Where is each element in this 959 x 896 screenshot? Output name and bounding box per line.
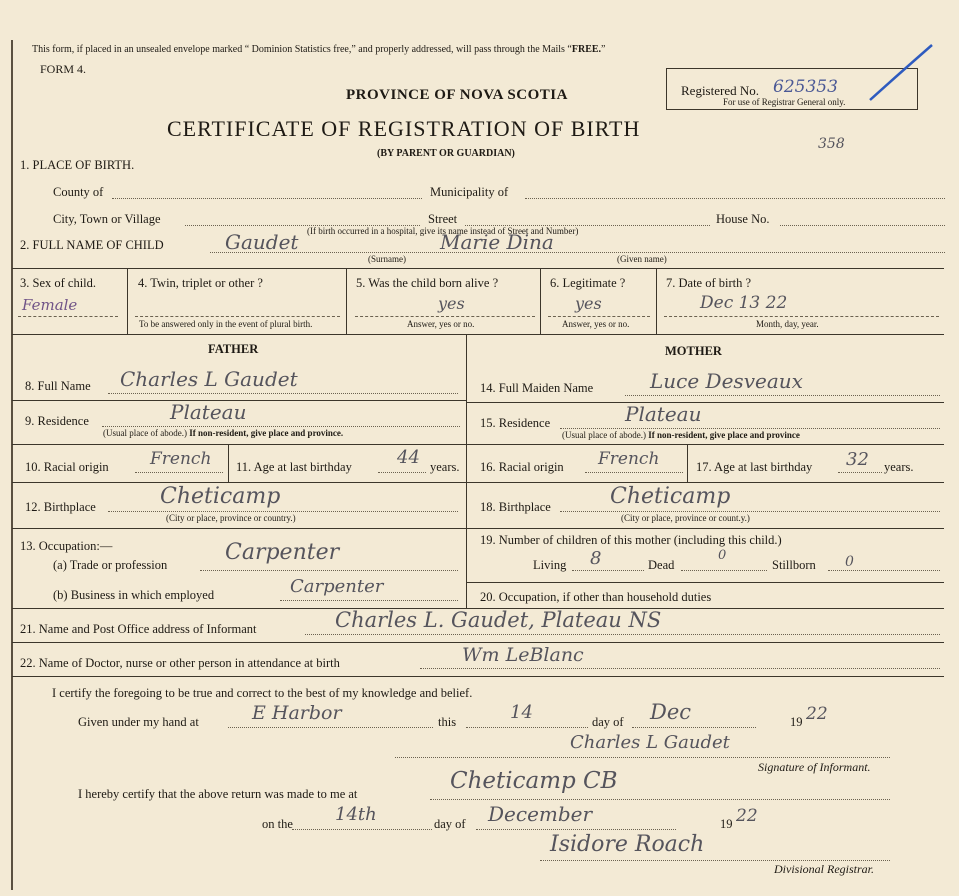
alive-line: [355, 316, 535, 317]
given-place-line: [228, 727, 433, 728]
place-of-birth-label: 1. PLACE OF BIRTH.: [20, 158, 135, 172]
mother-birthplace-label: 18. Birthplace: [480, 500, 551, 514]
child-name-line: [210, 252, 945, 253]
father-occupation-label: 13. Occupation:—: [20, 539, 113, 553]
informant-signature-line: [395, 757, 890, 758]
father-racial-label: 10. Racial origin: [25, 460, 109, 474]
mother-age-divider: [687, 444, 688, 482]
mother-heading: MOTHER: [665, 344, 722, 358]
this-day-value: 14: [510, 702, 533, 723]
informant-label: 21. Name and Post Office address of Informant: [20, 622, 257, 636]
certify-year-prefix: 19: [790, 715, 803, 729]
row19-border: [466, 582, 944, 583]
informant-line: [305, 634, 940, 635]
registrar-text: I hereby certify that the above return was made to me at: [78, 787, 358, 801]
registrar-day-value: 14th: [335, 804, 377, 825]
mother-birthplace-note: (City or place, province or count.y.): [621, 513, 750, 523]
father-name-value: Charles L Gaudet: [120, 367, 298, 391]
dead-line: [681, 570, 767, 571]
mother-birthplace-line: [560, 511, 940, 512]
mother-racial-line: [585, 472, 683, 473]
living-label: Living: [533, 558, 567, 572]
father-business-line: [280, 600, 458, 601]
father-residence-value: Plateau: [170, 400, 247, 424]
father-birthplace-note: (City or place, province or country.): [166, 513, 296, 523]
mother-residence-line: [560, 428, 940, 429]
row9-border: [12, 444, 944, 445]
father-residence-line: [102, 426, 460, 427]
alive-note: Answer, yes or no.: [407, 319, 475, 329]
row3-top-border: [12, 268, 944, 269]
house-label: House No.: [716, 212, 770, 226]
mother-occupation-label: 20. Occupation, if other than household duties: [480, 590, 712, 604]
registrar-year-prefix: 19: [720, 817, 733, 831]
certificate-title: CERTIFICATE OF REGISTRATION OF BIRTH: [167, 116, 641, 141]
house-line: [780, 225, 945, 226]
hospital-note: (If birth occurred in a hospital, give its name instead of Street and Number): [307, 226, 579, 236]
left-border: [11, 40, 13, 890]
row3-divider-1: [127, 268, 128, 334]
mother-age-label: 17. Age at last birthday: [696, 460, 813, 474]
this-day-line: [466, 727, 588, 728]
row21-border: [12, 642, 944, 643]
child-given-value: Marie Dina: [440, 230, 554, 254]
informant-signature: Charles L Gaudet: [570, 732, 730, 753]
dob-line: [664, 316, 939, 317]
father-trade-line: [200, 570, 458, 571]
father-age-divider: [228, 444, 229, 482]
registrar-dayof-label: day of: [434, 817, 466, 831]
row22-border: [12, 676, 944, 677]
mother-residence-note: (Usual place of abode.) If non-resident, give place and province: [562, 430, 800, 440]
registrar-year-value: 22: [736, 806, 758, 826]
county-label: County of: [53, 185, 104, 199]
province-title: PROVINCE OF NOVA SCOTIA: [346, 87, 568, 103]
stillborn-value: 0: [845, 554, 854, 570]
street-label: Street: [428, 212, 458, 226]
mother-racial-value: French: [598, 449, 660, 469]
mail-notice: This form, if placed in an unsealed envelope marked “ Dominion Statistics free,” and properly addressed, will pass through the Mails “FREE.”: [32, 44, 606, 55]
certify-month-value: Dec: [650, 700, 692, 724]
dob-label: 7. Date of birth ?: [666, 276, 752, 290]
father-trade-label: (a) Trade or profession: [53, 558, 168, 572]
given-place-value: E Harbor: [252, 702, 342, 724]
registrar-place-value: Cheticamp CB: [450, 768, 618, 794]
municipality-label: Municipality of: [430, 185, 509, 199]
row3-divider-3: [540, 268, 541, 334]
corner-mark: 358: [818, 136, 845, 152]
registrar-month-line: [476, 829, 676, 830]
legitimate-line: [548, 316, 650, 317]
registrar-signature-line: [540, 860, 890, 861]
registrar-place-line: [430, 799, 890, 800]
father-racial-value: French: [150, 449, 212, 469]
registered-label: Registered No.: [681, 83, 759, 98]
sex-line: [18, 316, 118, 317]
registrar-note: For use of Registrar General only.: [723, 97, 846, 107]
sex-label: 3. Sex of child.: [20, 276, 97, 290]
registrar-month-value: December: [488, 802, 593, 826]
dob-value: Dec 13 22: [700, 293, 788, 313]
certify-text: I certify the foregoing to be true and correct to the best of my knowledge and belief.: [52, 686, 473, 700]
child-surname-value: Gaudet: [225, 230, 299, 254]
form-number: FORM 4.: [40, 62, 87, 76]
registrar-signature: Isidore Roach: [550, 832, 705, 857]
doctor-value: Wm LeBlanc: [462, 644, 584, 666]
mother-racial-label: 16. Racial origin: [480, 460, 564, 474]
row3-divider-2: [346, 268, 347, 334]
mother-row14-border: [466, 402, 944, 403]
father-age-value: 44: [397, 447, 420, 468]
dob-note: Month, day, year.: [756, 319, 819, 329]
mother-residence-label: 15. Residence: [480, 416, 551, 430]
blue-check-mark: [862, 40, 937, 105]
father-age-label: 11. Age at last birthday: [236, 460, 352, 474]
legitimate-label: 6. Legitimate ?: [550, 276, 626, 290]
mother-maiden-line: [625, 395, 940, 396]
dead-value: 0: [718, 548, 727, 563]
doctor-label: 22. Name of Doctor, nurse or other person in attendance at birth: [20, 656, 340, 670]
certify-dayof-label: day of: [592, 715, 624, 729]
registered-number: 625353: [773, 77, 838, 97]
mother-age-value: 32: [846, 449, 869, 470]
surname-caption: (Surname): [368, 254, 406, 264]
father-birthplace-label: 12. Birthplace: [25, 500, 96, 514]
given-label: Given under my hand at: [78, 715, 199, 729]
father-residence-note: (Usual place of abode.) If non-resident, give place and province.: [103, 428, 344, 438]
this-label: this: [438, 715, 457, 729]
living-line: [572, 570, 644, 571]
stillborn-label: Stillborn: [772, 558, 816, 572]
father-name-line: [108, 393, 458, 394]
signature-caption: Signature of Informant.: [758, 760, 871, 774]
certify-year-value: 22: [806, 704, 828, 724]
legitimate-value: yes: [575, 294, 602, 313]
mail-notice-free: FREE.: [571, 44, 602, 55]
twin-line: [135, 316, 340, 317]
certificate-subtitle: (BY PARENT OR GUARDIAN): [377, 148, 515, 159]
father-racial-line: [135, 472, 223, 473]
father-age-line: [378, 472, 426, 473]
row3-divider-4: [656, 268, 657, 334]
given-caption: (Given name): [617, 254, 667, 264]
father-trade-value: Carpenter: [225, 540, 340, 565]
living-value: 8: [590, 548, 602, 569]
mother-residence-value: Plateau: [625, 402, 702, 426]
parent-center-divider: [466, 334, 467, 608]
twin-note: To be answered only in the event of plural birth.: [139, 319, 313, 329]
child-name-label: 2. FULL NAME OF CHILD: [20, 238, 164, 252]
father-years: years.: [430, 460, 460, 474]
father-business-value: Carpenter: [290, 576, 384, 597]
registrar-day-line: [292, 829, 432, 830]
registrar-caption: Divisional Registrar.: [774, 862, 875, 876]
alive-label: 5. Was the child born alive ?: [356, 276, 499, 290]
certify-month-line: [632, 727, 756, 728]
row10-border: [12, 482, 944, 483]
sex-value: Female: [22, 296, 78, 314]
father-heading: FATHER: [208, 342, 259, 356]
municipality-line: [525, 198, 945, 199]
mother-maiden-value: Luce Desveaux: [650, 369, 803, 393]
father-residence-label: 9. Residence: [25, 414, 89, 428]
row3-bottom-border: [12, 334, 944, 335]
legitimate-note: Answer, yes or no.: [562, 319, 630, 329]
row12-border: [12, 528, 944, 529]
mother-maiden-label: 14. Full Maiden Name: [480, 381, 594, 395]
city-label: City, Town or Village: [53, 212, 161, 226]
mother-children-label: 19. Number of children of this mother (including this child.): [480, 533, 782, 547]
father-birthplace-value: Cheticamp: [160, 484, 281, 509]
informant-value: Charles L. Gaudet, Plateau NS: [335, 608, 662, 632]
father-name-label: 8. Full Name: [25, 379, 91, 393]
father-birthplace-line: [108, 511, 458, 512]
father-business-label: (b) Business in which employed: [53, 588, 215, 602]
stillborn-line: [828, 570, 940, 571]
twin-label: 4. Twin, triplet or other ?: [138, 276, 263, 290]
mother-years: years.: [884, 460, 914, 474]
alive-value: yes: [438, 294, 465, 313]
dead-label: Dead: [648, 558, 675, 572]
doctor-line: [420, 668, 940, 669]
mother-birthplace-value: Cheticamp: [610, 484, 731, 509]
mother-age-line: [838, 472, 882, 473]
on-the-label: on the: [262, 817, 293, 831]
county-line: [112, 198, 422, 199]
